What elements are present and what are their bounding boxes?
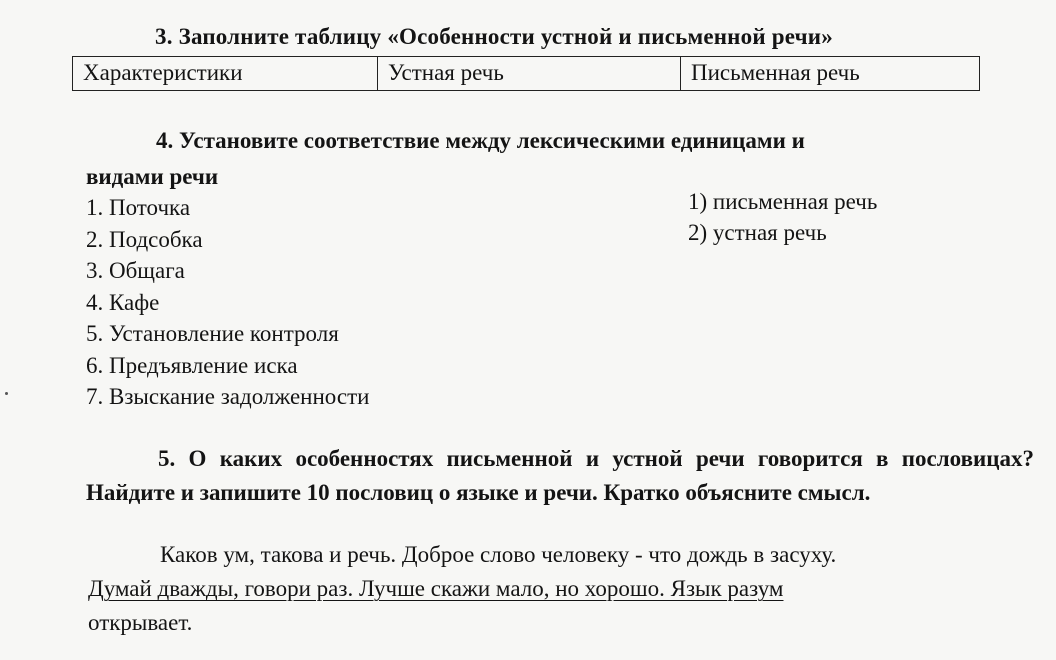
list-item: 5. Установление контроля [86,321,339,346]
list-item: 2. Подсобка [86,226,203,252]
list-item: 2) устная речь [688,220,827,245]
speech-features-table [72,56,980,91]
task5-answer [88,538,1018,640]
task4-title [86,123,986,195]
table-header-cell: Письменная речь [681,57,980,91]
list-item: 6. Предъявление иска [86,352,298,378]
table-header-cell: Характеристики [73,57,378,91]
list-item: 7. Взыскание задолженности [86,384,370,409]
lexical-units-list [86,192,369,413]
answer-line: Каков ум, такова и речь. Доброе слово человеку - что дождь в засуху. [160,542,837,567]
list-item: 4. Кафе [86,289,160,315]
task4-title-line: видами речи [86,164,219,189]
table-header-cell: Устная речь [378,57,681,91]
task5-title [86,442,1034,510]
task4-title-line: 4. Установите соответствие между лексическими единицами и [156,128,805,153]
answer-line: Думай дважды, говори раз. Лучше скажи мало, но хорошо. Язык разум [88,576,784,601]
task3-title: 3. Заполните таблицу «Особенности устной и письменной речи» [155,24,833,49]
list-item: 1) письменная речь [688,189,878,214]
scan-speck [5,392,8,395]
speech-types-list [688,186,877,248]
list-item: 3. Общага [86,258,185,283]
table-header-row [73,57,980,91]
task5-title-text: 5. О каких особенностях письменной и устной речи говорится в пословицах? Найдите и запишите 10 пословиц о языке и речи. Кратко объясните смысл. [86,446,1034,505]
list-item: 1. Поточка [86,195,191,220]
answer-line: открывает. [88,610,193,635]
